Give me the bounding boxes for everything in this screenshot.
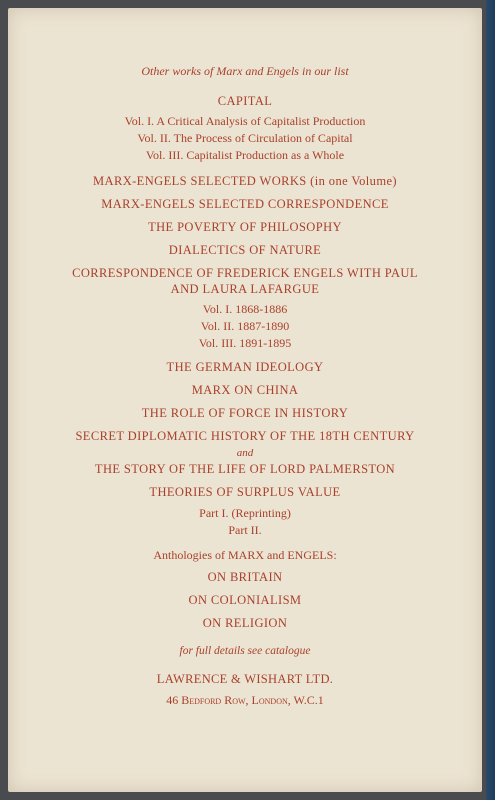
capital-vol-2: Vol. II. The Process of Circulation of Capital: [137, 131, 353, 145]
surplus-value-part-1: Part I. (Reprinting): [199, 506, 291, 520]
work-role-of-force: THE ROLE OF FORCE IN HISTORY: [141, 406, 349, 420]
publisher-address-text: 46 Bedford Row, London, W.C.1: [166, 693, 324, 707]
surplus-value-part-2: Part II.: [228, 523, 262, 537]
anthologies-intro: Anthologies of MARX and ENGELS:: [153, 548, 337, 562]
correspondence-vol-3: Vol. III. 1891-1895: [198, 336, 292, 350]
work-marx-on-china: MARX ON CHINA: [191, 383, 299, 397]
list-intro: Other works of Marx and Engels in our list: [141, 64, 349, 78]
work-german-ideology: THE GERMAN IDEOLOGY: [166, 360, 324, 374]
correspondence-vol-1: Vol. I. 1868-1886: [202, 302, 288, 316]
correspondence-title-line-1: CORRESPONDENCE OF FREDERICK ENGELS WITH PAUL: [72, 266, 418, 280]
book-cover: [8, 8, 482, 792]
capital-title: CAPITAL: [217, 94, 273, 108]
work-dialectics-of-nature: DIALECTICS OF NATURE: [168, 243, 322, 257]
capital-vol-3: Vol. III. Capitalist Production as a Whole: [145, 148, 345, 162]
anthology-on-colonialism: ON COLONIALISM: [188, 593, 302, 607]
work-palmerston: THE STORY OF THE LIFE OF LORD PALMERSTON: [94, 462, 396, 476]
work-poverty-of-philosophy: THE POVERTY OF PHILOSOPHY: [148, 220, 342, 234]
work-selected-works: MARX-ENGELS SELECTED WORKS (in one Volume): [93, 174, 397, 188]
catalogue-note: for full details see catalogue: [179, 645, 311, 657]
anthology-on-religion: ON RELIGION: [202, 616, 288, 630]
correspondence-title-line-2: AND LAURA LAFARGUE: [170, 282, 320, 296]
cover-edge: [486, 0, 495, 800]
anthology-on-britain: ON BRITAIN: [207, 570, 283, 584]
and-connector: and: [236, 447, 254, 459]
capital-vol-1: Vol. I. A Critical Analysis of Capitalist Production: [124, 114, 366, 128]
works-list: [8, 8, 482, 792]
work-secret-diplomatic-history: SECRET DIPLOMATIC HISTORY OF THE 18TH CENTURY: [75, 429, 415, 443]
publisher-name: LAWRENCE & WISHART LTD.: [156, 672, 334, 686]
correspondence-vol-2: Vol. II. 1887-1890: [200, 319, 290, 333]
surplus-value-title: THEORIES OF SURPLUS VALUE: [149, 485, 341, 499]
work-selected-correspondence: MARX-ENGELS SELECTED CORRESPONDENCE: [101, 197, 389, 211]
publisher-address: [8, 693, 482, 708]
